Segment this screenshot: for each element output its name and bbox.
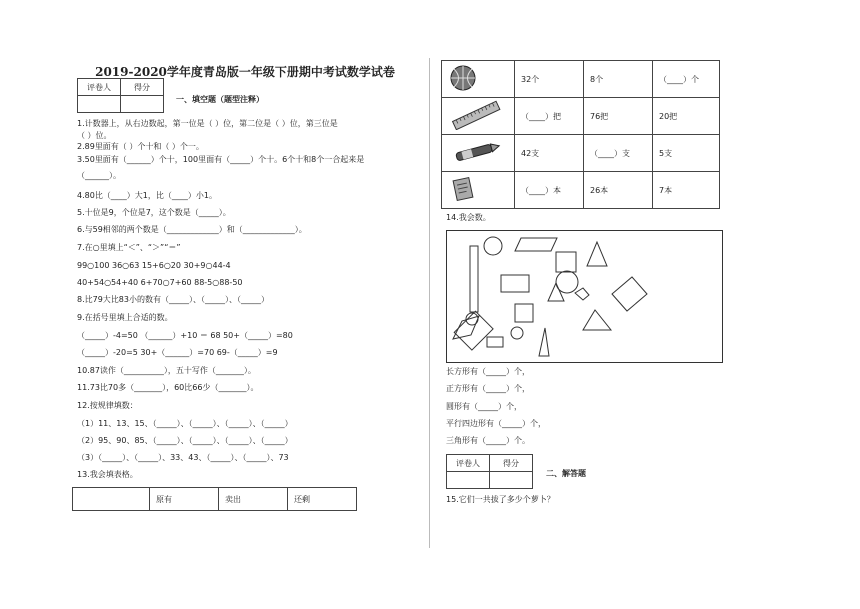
table-row <box>442 135 720 172</box>
score-label: 得分 <box>490 455 533 472</box>
q10: 10.87读作（__________），五十写作（_______）。 <box>77 366 256 375</box>
cell: 42支 <box>515 135 584 172</box>
notebook-icon <box>442 172 515 209</box>
q7-row-2: 40+54○54+40 6+70○7+60 88-5○88-50 <box>77 278 243 287</box>
basketball-icon <box>442 61 515 98</box>
q9-row-2: （_____）-20=5 30+（______）=70 69-（_____）=9 <box>77 348 278 357</box>
rectangle-shape <box>501 275 529 292</box>
cell: 5支 <box>653 135 720 172</box>
q14: 14.我会数。 <box>446 213 491 222</box>
square-shape <box>515 304 533 322</box>
square-shape <box>556 252 576 272</box>
count-triangle: 三角形有（_____）个。 <box>446 436 530 445</box>
q7-row-1: 99○100 36○63 15+6○20 30+9○44-4 <box>77 261 231 270</box>
t13-header-blank <box>73 488 150 511</box>
q12: 12.按规律填数： <box>77 401 138 410</box>
table-row <box>442 98 720 135</box>
count-rectangle: 长方形有（_____）个， <box>446 367 530 376</box>
count-parallelogram: 平行四边形有（_____）个， <box>446 419 546 428</box>
cell: 20把 <box>653 98 720 135</box>
q6: 6.与59相邻的两个数是（_____________）和（_____________）。 <box>77 225 307 234</box>
q4: 4.80比（____）大1，比（____）小1。 <box>77 191 217 200</box>
ruler-icon <box>442 98 515 135</box>
table-row <box>442 172 720 209</box>
cell: 8个 <box>584 61 653 98</box>
reviewer-label: 评卷人 <box>78 79 121 96</box>
q9: 9.在括号里填上合适的数。 <box>77 313 173 322</box>
section-2-heading: 二、解答题 <box>546 469 586 478</box>
cell: （____）个 <box>653 61 720 98</box>
parallelogram-shape <box>612 277 647 311</box>
q12-row-1: （1）11、13、15、（_____）、（_____）、（_____）、（_____） <box>77 419 293 428</box>
q7: 7.在○里填上“＜”、“＞”“＝” <box>77 243 181 252</box>
column-divider <box>429 58 430 548</box>
triangle-shape <box>539 328 549 356</box>
score-label: 得分 <box>121 79 164 96</box>
parallelogram-shape <box>575 288 589 300</box>
triangle-shape <box>583 310 611 330</box>
t13-header-sold: 卖出 <box>219 488 288 511</box>
score-cell <box>490 472 533 489</box>
cell: （____）支 <box>584 135 653 172</box>
exam-title: 2019-2020学年度青岛版一年级下册期中考试数学试卷 <box>95 65 395 79</box>
cell: （____）本 <box>515 172 584 209</box>
q12-row-3: （3）（_____）、（_____）、33、43、（_____）、（_____）、73 <box>77 453 289 462</box>
shape-counting-figure <box>446 230 723 363</box>
pen-icon <box>442 135 515 172</box>
cell: 76把 <box>584 98 653 135</box>
rectangle-shape <box>487 337 503 347</box>
q8: 8.比79大比83小的数有（_____）、（_____）、（_____） <box>77 295 269 304</box>
table-13 <box>72 487 357 511</box>
q1-line-1: 1.计数器上，从右边数起，第一位是（ ）位，第二位是（ ）位，第三位是 <box>77 119 338 128</box>
cell: 7本 <box>653 172 720 209</box>
q15: 15.它们一共拔了多少个萝卜？ <box>446 495 555 504</box>
q13: 13.我会填表格。 <box>77 470 138 479</box>
tall-rectangle-shape <box>470 246 478 312</box>
circle-shape <box>484 237 502 255</box>
q1-line-2: （ ）位。 <box>77 131 112 140</box>
score-cell <box>121 96 164 113</box>
grader-box-2 <box>446 454 533 489</box>
q9-row-1: （_____）-4=50 （______）+10 ＝ 68 50+（_____）=80 <box>77 331 293 340</box>
triangle-shape <box>587 242 607 266</box>
count-square: 正方形有（_____）个， <box>446 384 530 393</box>
q3-line-1: 3.50里面有（______）个十，100里面有（_____）个十。6个十和8个一合起来是 <box>77 155 365 164</box>
q3-line-2: （______）。 <box>77 171 121 180</box>
table-13-items <box>441 60 720 209</box>
reviewer-cell <box>78 96 121 113</box>
q5: 5.十位是9，个位是7，这个数是（_____）。 <box>77 208 231 217</box>
cell: （____）把 <box>515 98 584 135</box>
grader-box-1 <box>77 78 164 113</box>
section-1-heading: 一、填空题（题型注释） <box>176 95 264 104</box>
reviewer-cell <box>447 472 490 489</box>
parallelogram-shape <box>515 238 557 251</box>
t13-header-remaining: 还剩 <box>288 488 357 511</box>
table-row <box>442 61 720 98</box>
q12-row-2: （2）95、90、85、（_____）、（_____）、（_____）、（_____） <box>77 436 293 445</box>
t13-header-original: 原有 <box>150 488 219 511</box>
cell: 32个 <box>515 61 584 98</box>
q2: 2.89里面有（ ）个十和（ ）个一。 <box>77 142 204 151</box>
reviewer-label: 评卷人 <box>447 455 490 472</box>
q11: 11.73比70多（_______），60比66少（_______）。 <box>77 383 259 392</box>
count-circle: 圆形有（_____）个， <box>446 402 522 411</box>
cell: 26本 <box>584 172 653 209</box>
circle-shape <box>511 327 523 339</box>
